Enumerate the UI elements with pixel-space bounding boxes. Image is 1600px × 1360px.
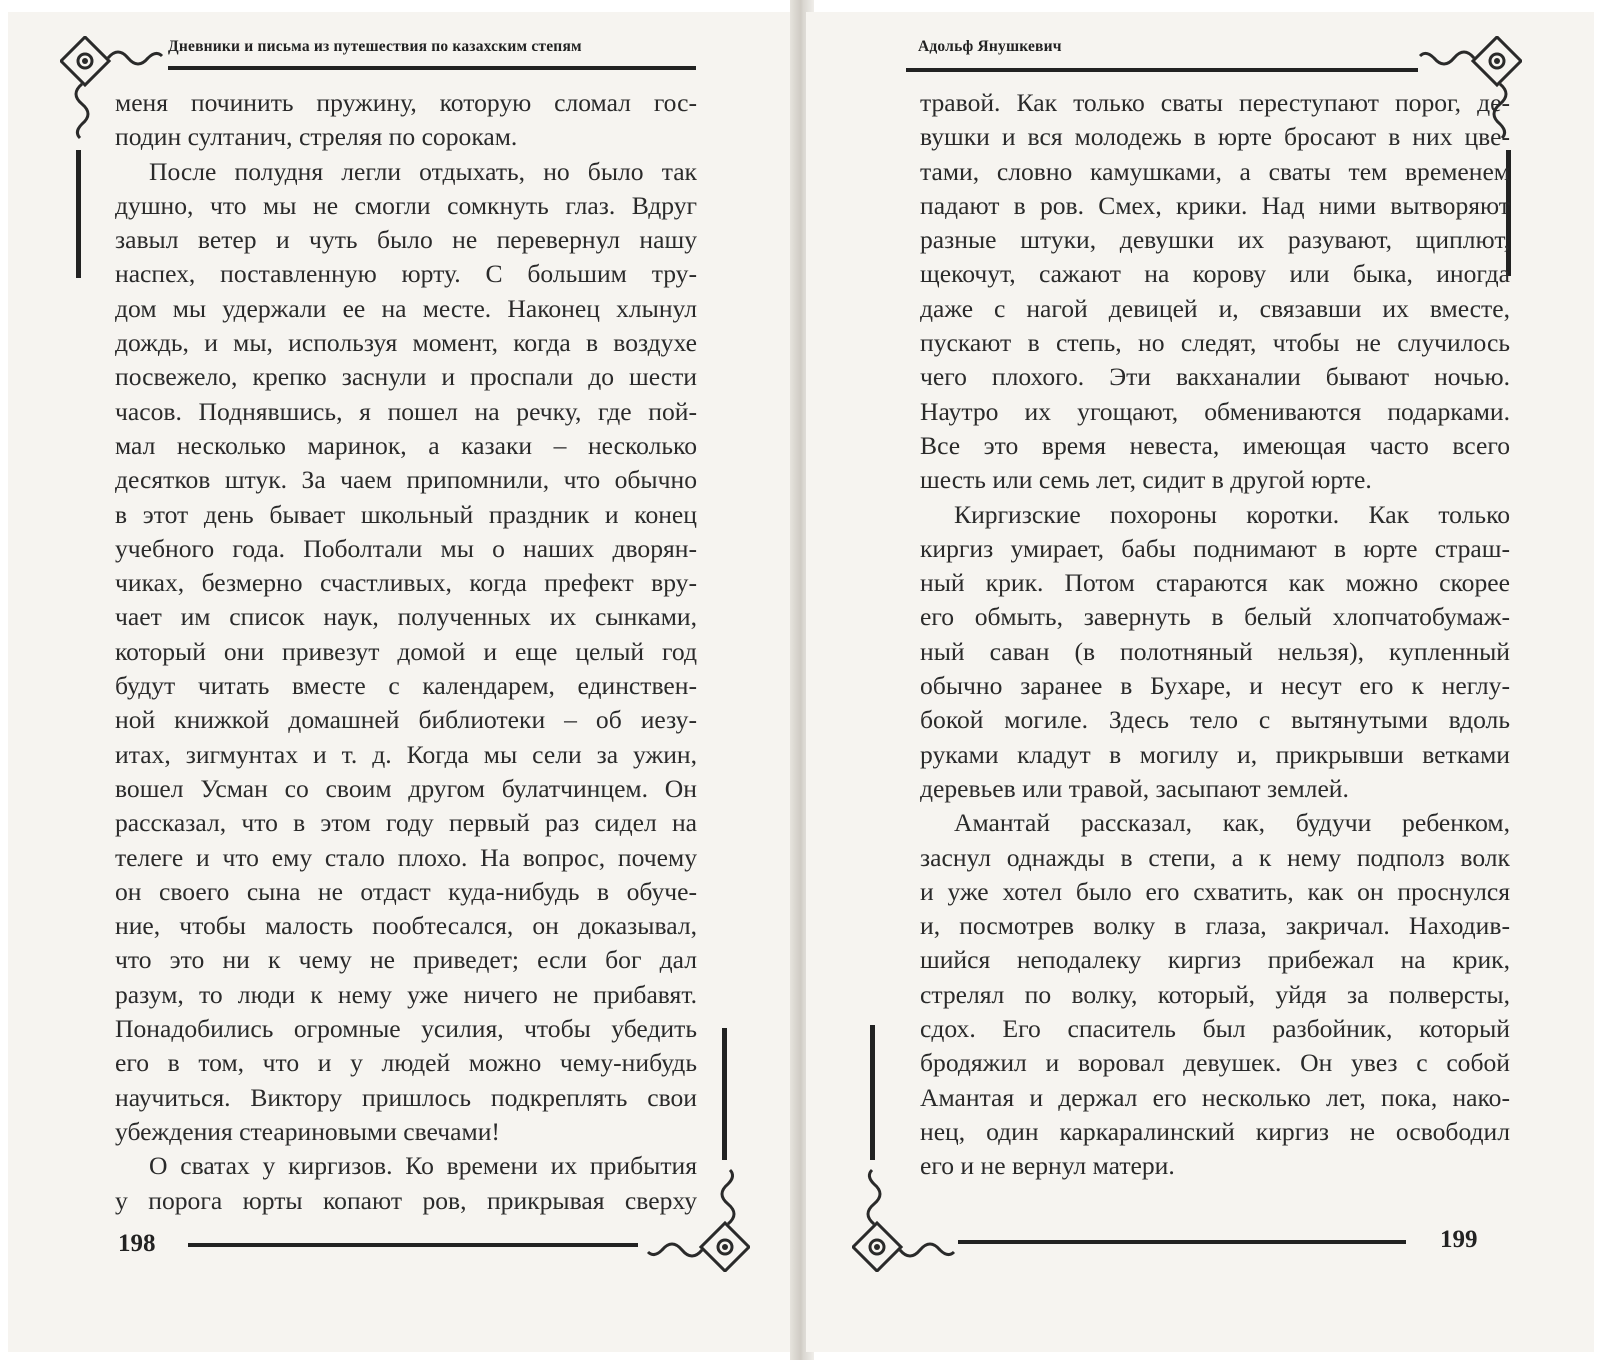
running-head-right: Адольф Янушкевич [918,38,1062,55]
text-line: мал несколько маринок, а казаки – несколько [115,430,697,460]
foot-rule-left [188,1243,638,1247]
text-line: и, посмотрев волку в глаза, закричал. Находив- [920,911,1510,941]
text-line: десятков штук. За чаем припомнили, что обычно [115,465,697,495]
text-line: заснул однажды в степи, а к нему подполз волк [920,842,1510,872]
text-line: бродяжил и воровал девушек. Он увез с собой [920,1048,1510,1078]
text-line: Понадобились огромные усилия, чтобы убедить [115,1014,697,1044]
text-line: сдох. Его спаситель был разбойник, который [920,1014,1510,1044]
head-rule-left [168,66,696,70]
text-line: чего плохого. Эти вакханалии бывают ночью. [920,362,1510,392]
text-line: шесть или семь лет, сидит в другой юрте. [920,465,1372,495]
text-line: разум, то люди к нему уже ничего не прибавят. [115,979,697,1009]
head-rule-right [906,68,1418,72]
text-line: посвежело, крепко заснули и проспали до шести [115,362,697,392]
text-line: у порога юрты копают ров, прикрывая сверху [115,1185,697,1215]
text-line: чает им список наук, полученных их сынками, [115,602,697,632]
margin-bar [76,150,81,278]
text-line: Все это время невеста, имеющая часто всего [920,430,1510,460]
text-line: киргиз умирает, бабы поднимают в юрте страш- [920,533,1510,563]
text-line: О сватах у киргизов. Ко времени их прибытия [149,1151,697,1181]
text-line: падают в ров. Смех, крики. Над ними вытворяют [920,190,1510,220]
text-line: меня починить пружину, которую сломал гос- [115,88,697,117]
text-line: даже с нагой девицей и, связавши их вместе, [920,293,1510,323]
text-line: который они привезут домой и еще целый год [115,636,697,666]
text-line: телеге и что ему стало плохо. На вопрос, почему [115,842,697,872]
text-line: и уже хотел было его схватить, как он проснулся [920,876,1510,906]
page-number-left: 198 [118,1230,156,1257]
margin-bar [870,1025,875,1160]
text-line: чиках, безмерно счастливых, когда префект вру- [115,568,697,598]
text-line: подин султанич, стреляя по сорокам. [115,122,518,152]
text-line: будут читать вместе с календарем, единствен- [115,671,697,701]
text-line: шийся неподалеку киргиз прибежал на крик, [920,945,1510,975]
text-line: После полудня легли отдыхать, но было так [149,156,697,186]
text-line: дождь, и мы, используя момент, когда в воздухе [115,328,697,358]
text-line: рассказал, что в этом году первый раз сидел на [115,808,697,838]
left-body-text [115,86,697,1218]
text-line: что это ни к чему не приведет; если бог дал [115,945,697,975]
text-line: вошел Усман со своим другом булатчинцем. Он [115,773,697,803]
text-line: часов. Поднявшись, я пошел на речку, где пой- [115,396,697,426]
text-line: щекочут, сажают на корову или быка, иногда [920,259,1510,289]
corner-ornament-icon [640,1162,750,1272]
running-head-left: Дневники и письма из путешествия по казахским степям [168,38,582,55]
text-line: обычно заранее в Бухаре, и несут его к неглу- [920,671,1510,701]
text-line: ние, чтобы малость пообтесался, он доказывал, [115,911,697,941]
text-line: убеждения стеариновыми свечами! [115,1116,500,1146]
corner-ornament-icon [852,1162,962,1272]
text-line: в этот день бывает школьный праздник и конец [115,499,697,529]
text-line: деревьев или травой, засыпают землей. [920,773,1349,803]
text-line: дом мы удержали ее на месте. Наконец хлынул [115,293,697,323]
text-line: научиться. Виктору пришлось подкреплять свои [115,1082,697,1112]
margin-bar [722,1028,727,1160]
text-line: итах, зигмунтах и т. д. Когда мы сели за ужин, [115,739,697,769]
text-line: душно, что мы не смогли сомкнуть глаз. Вдруг [115,190,697,220]
text-line: его обмыть, завернуть в белый хлопчатобумаж- [920,602,1510,632]
text-line: стрелял по волку, который, уйдя за полверсты, [920,979,1510,1009]
text-line: вушки и вся молодежь в юрте бросают в них цве- [920,122,1510,152]
text-line: разные штуки, девушки их разувают, щиплют, [920,225,1510,255]
text-line: нец, один каркаралинский киргиз не освободил [920,1116,1510,1146]
text-line: Амантай рассказал, как, будучи ребенком, [954,808,1510,838]
text-line: Наутро их угощают, обмениваются подарками. [920,396,1510,426]
text-line: его и не вернул матери. [920,1151,1175,1181]
text-line: он своего сына не отдаст куда-нибудь в обуче- [115,876,697,906]
text-line: ный саван (в полотняный нельзя), купленный [920,636,1510,666]
foot-rule-right [958,1240,1406,1244]
text-line: завыл ветер и чуть было не перевернул нашу [115,225,697,255]
text-line: наспех, поставленную юрту. С большим тру- [115,259,697,289]
page-number-right: 199 [1440,1226,1478,1253]
text-line: учебного года. Поболтали мы о наших дворян- [115,533,697,563]
right-body-text [920,86,1510,1184]
text-line: пускают в степь, но следят, чтобы не случилось [920,328,1510,358]
text-line: Киргизские похороны коротки. Как только [954,499,1510,529]
text-line: тами, словно камушками, а сваты тем временем [920,156,1510,186]
text-line: руками кладут в могилу и, прикрывши ветками [920,739,1510,769]
text-line: бокой могиле. Здесь тело с вытянутыми вдоль [920,705,1510,735]
text-line: ной книжкой домашней библиотеки – об иезу- [115,705,697,735]
text-line: Амантая и держал его несколько лет, пока, нако- [920,1082,1510,1112]
text-line: ный крик. Потом стараются как можно скорее [920,568,1510,598]
text-line: травой. Как только сваты переступают порог, де- [920,88,1510,117]
text-line: его в том, что и у людей можно чему-нибудь [115,1048,697,1078]
